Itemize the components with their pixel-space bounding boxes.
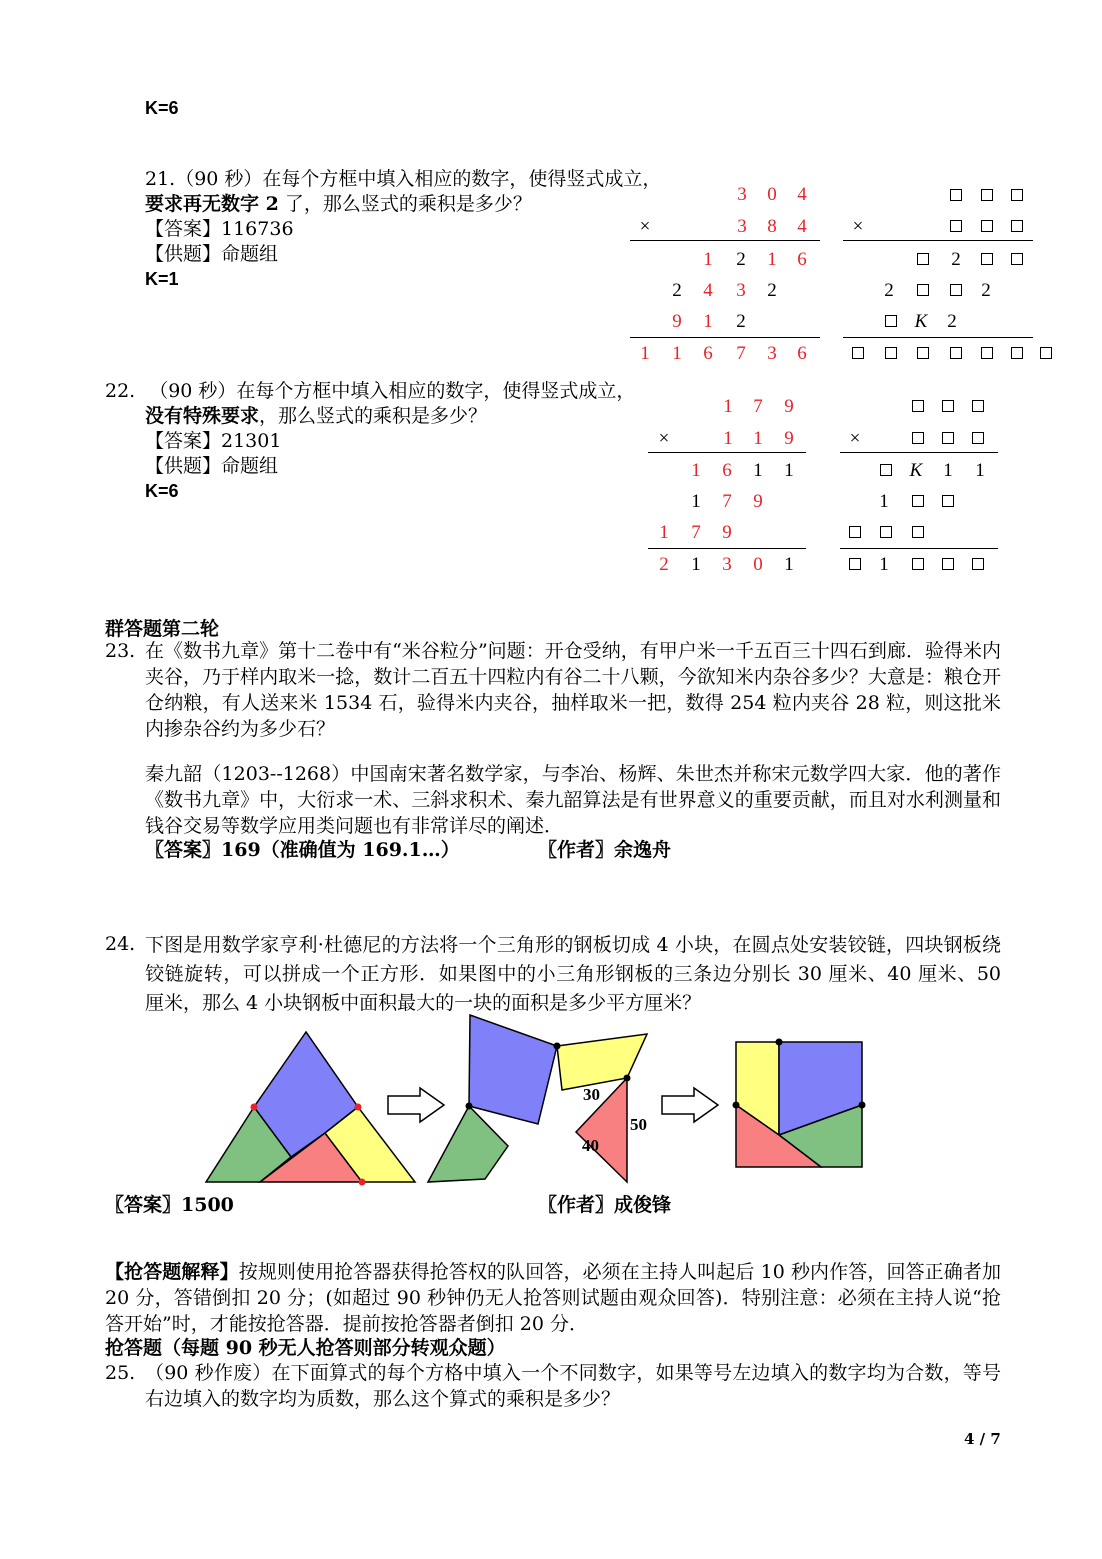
- original-triangle: [206, 1032, 415, 1186]
- digit: 4: [703, 280, 713, 301]
- hinge-dot: [554, 1043, 561, 1050]
- blank-box: [981, 189, 993, 201]
- blank-box: [942, 558, 954, 570]
- hinge-dot: [859, 1102, 866, 1109]
- digit: 1: [672, 343, 682, 364]
- digit: 1: [703, 311, 713, 332]
- digit: 1: [691, 491, 701, 512]
- divider-line: [630, 337, 820, 338]
- q22-text-rest: ，那么竖式的乘积是多少？: [259, 405, 488, 427]
- digit: 6: [703, 343, 713, 364]
- digit: 2: [659, 554, 669, 575]
- hinge-dot: [733, 1102, 740, 1109]
- digit: 1: [943, 460, 953, 481]
- q23-answer: 〖答案〗169（准确值为 169.1…）: [145, 839, 460, 861]
- divider-line: [843, 240, 1033, 241]
- blank-box: [849, 558, 861, 570]
- q23-author: 〖作者〗余逸舟: [538, 839, 672, 861]
- hinge-dot: [359, 1179, 366, 1186]
- blank-box: [972, 558, 984, 570]
- q21-text-rest: 了，那么竖式的乘积是多少？: [278, 193, 532, 215]
- hinge-dot: [466, 1103, 473, 1110]
- rush-explanation: [105, 1259, 1001, 1337]
- digit: 1: [659, 522, 669, 543]
- q21-answer: 【答案】116736: [145, 218, 294, 240]
- blank-box: [912, 495, 924, 507]
- side-label-40: 40: [582, 1136, 599, 1155]
- yellow-piece: [557, 1034, 647, 1090]
- q24-text: 下图是用数学家亨利·杜德尼的方法将一个三角形的钢板切成 4 小块，在圆点处安装铰链，四块钢板绕铰链旋转，可以拼成一个正方形．如果图中的小三角形钢板的三条边分别长 30 厘米、40 厘米、50 厘米，那么 4 小块钢板中面积最大的一块的面积是多少平方厘米？: [145, 934, 1001, 1014]
- digit: 7: [691, 522, 701, 543]
- blank-box: [912, 558, 924, 570]
- digit: 9: [722, 522, 732, 543]
- side-label-30: 30: [583, 1085, 600, 1104]
- times-sign: ×: [658, 428, 670, 449]
- q23-number: 23.: [105, 640, 136, 662]
- page-number: 4 / 7: [964, 1430, 1001, 1448]
- divider-line: [648, 548, 806, 549]
- divider-line: [630, 240, 820, 241]
- k-letter: K: [909, 460, 923, 481]
- digit: 0: [753, 554, 763, 575]
- digit: 1: [784, 460, 794, 481]
- q23-background: 秦九韶（1203--1268）中国南宋著名数学家，与李冶、杨辉、朱世杰并称宋元数学四大家．他的著作《数书九章》中，大衍求一术、三斜求积术、秦九韶算法是有世界意义的重要贡献，而且对水利测量和钱谷交易等数学应用类问题也有非常详尽的阐述．: [145, 763, 1001, 837]
- k-letter: K: [914, 311, 928, 332]
- digit: 3: [737, 184, 747, 205]
- q22-text: （90 秒）在每个方框中填入相应的数字，使得竖式成立，: [149, 380, 636, 402]
- digit: 1: [784, 554, 794, 575]
- rush-explanation-title: 【抢答题解释】: [105, 1261, 239, 1283]
- rush-section-title: 抢答题（每题 90 秒无人抢答则部分转观众题）: [105, 1337, 506, 1359]
- hinge-dot: [776, 1039, 783, 1046]
- hinge-dot: [355, 1104, 362, 1111]
- blank-box: [880, 526, 892, 538]
- digit: 7: [722, 491, 732, 512]
- digit: 2: [736, 249, 746, 270]
- blank-box: [852, 347, 864, 359]
- blue-piece: [469, 1015, 557, 1124]
- digit: 3: [737, 216, 747, 237]
- digit: 6: [797, 249, 807, 270]
- digit: 2: [736, 311, 746, 332]
- blank-box: [917, 253, 929, 265]
- digit: 6: [722, 460, 732, 481]
- q21-line1: [145, 166, 661, 192]
- times-sign: ×: [639, 216, 651, 237]
- blank-box: [912, 400, 924, 412]
- q24-number: 24.: [105, 933, 136, 955]
- digit: 9: [784, 396, 794, 417]
- q22-provider: 【供题】命题组: [145, 455, 279, 477]
- digit: 2: [981, 280, 991, 301]
- hinge-dot: [251, 1104, 258, 1111]
- dudeney-dissection-figure: [0, 1010, 1102, 1190]
- q21-k: K=1: [145, 269, 179, 289]
- digit: 1: [879, 554, 889, 575]
- divider-line: [840, 548, 998, 549]
- blank-box: [1040, 347, 1052, 359]
- digit: 0: [767, 184, 777, 205]
- digit: 1: [691, 460, 701, 481]
- rotating-pieces: [428, 1015, 647, 1182]
- digit: 2: [947, 311, 957, 332]
- blank-box: [972, 432, 984, 444]
- q21-text: （90 秒）在每个方框中填入相应的数字，使得竖式成立，: [175, 168, 662, 190]
- blank-box: [917, 284, 929, 296]
- rush-explanation-text: 按规则使用抢答器获得抢答权的队回答，必须在主持人叫起后 10 秒内作答，回答正确者加 20 分，答错倒扣 20 分；(如超过 90 秒钟仍无人抢答则试题由观众回答)．特别注意：必须在主持人说“抢答开始”时，才能按抢答器．提前按抢答器者倒扣 20 分．: [105, 1261, 1001, 1335]
- q22-line1: [105, 378, 635, 404]
- digit: 8: [767, 216, 777, 237]
- blank-box: [950, 189, 962, 201]
- digit: 3: [722, 554, 732, 575]
- blank-box: [912, 432, 924, 444]
- q22-answer: 【答案】21301: [145, 430, 282, 452]
- digit: 1: [723, 396, 733, 417]
- blank-box: [942, 495, 954, 507]
- digit: 9: [753, 491, 763, 512]
- digit: 3: [767, 343, 777, 364]
- q24-author: 〖作者〗成俊锋: [538, 1194, 672, 1216]
- blank-box: [950, 220, 962, 232]
- digit: 9: [672, 311, 682, 332]
- digit: 2: [884, 280, 894, 301]
- q21-line2: [145, 191, 532, 217]
- hinge-dot: [624, 1075, 631, 1082]
- q21-number: 21.: [145, 168, 176, 190]
- blank-box: [885, 347, 897, 359]
- blank-box: [912, 526, 924, 538]
- blank-box: [849, 526, 861, 538]
- blank-box: [942, 432, 954, 444]
- digit: 1: [723, 428, 733, 449]
- digit: 2: [951, 249, 961, 270]
- digit: 1: [640, 343, 650, 364]
- digit: 7: [736, 343, 746, 364]
- digit: 1: [753, 460, 763, 481]
- digit: 2: [672, 280, 682, 301]
- digit: 4: [797, 216, 807, 237]
- arrow-right-icon: [388, 1088, 444, 1122]
- q25-text: （90 秒作废）在下面算式的每个方格中填入一个不同数字，如果等号左边填入的数字均为合数，等号右边填入的数字均为质数，那么这个算式的乘积是多少？: [145, 1362, 1001, 1410]
- blank-box: [885, 315, 897, 327]
- divider-line: [648, 452, 806, 453]
- digit: 1: [753, 428, 763, 449]
- blank-box: [917, 347, 929, 359]
- q24-answer: 〖答案〗1500: [105, 1194, 234, 1216]
- digit: 3: [736, 280, 746, 301]
- digit: 6: [797, 343, 807, 364]
- digit: 7: [753, 396, 763, 417]
- green-piece: [428, 1106, 508, 1182]
- blank-box: [1011, 347, 1023, 359]
- digit: 1: [975, 460, 985, 481]
- blank-box: [1011, 189, 1023, 201]
- assembled-square: [733, 1039, 866, 1168]
- blank-box: [1011, 253, 1023, 265]
- digit: 2: [767, 280, 777, 301]
- blank-box: [981, 347, 993, 359]
- q22-line2: [145, 403, 487, 429]
- blank-box: [981, 253, 993, 265]
- blank-box: [950, 347, 962, 359]
- blank-box: [950, 284, 962, 296]
- blank-box: [972, 400, 984, 412]
- blank-box: [880, 464, 892, 476]
- side-label-50: 50: [630, 1115, 647, 1134]
- q22-bold-requirement: 没有特殊要求: [145, 405, 260, 427]
- q25-number: 25.: [105, 1362, 136, 1384]
- digit: 4: [797, 184, 807, 205]
- digit: 1: [767, 249, 777, 270]
- digit: 9: [784, 428, 794, 449]
- blank-box: [981, 220, 993, 232]
- q23-text: 在《数书九章》第十二卷中有“米谷粒分”问题：开仓受纳，有甲户米一千五百三十四石到廊．验得米内夹谷，乃于样内取米一捻，数计二百五十四粒内有谷二十八颗，今欲知米内杂谷多少？大意是：粮仓开仓纳粮，有人送来米 1534 石，验得米内夹谷，抽样取米一把，数得 254 粒内夹谷 28 粒，则这批米内掺杂谷约为多少石？: [145, 640, 1001, 740]
- times-sign: ×: [849, 428, 861, 449]
- divider-line: [843, 337, 1033, 338]
- times-sign: ×: [852, 216, 864, 237]
- digit: 1: [703, 249, 713, 270]
- top-k-value: K=6: [145, 98, 179, 118]
- divider-line: [840, 452, 998, 453]
- q22-k: K=6: [145, 481, 179, 501]
- digit: 1: [691, 554, 701, 575]
- arrow-right-icon: [662, 1088, 718, 1122]
- q21-provider: 【供题】命题组: [145, 243, 279, 265]
- blank-box: [1011, 220, 1023, 232]
- blank-box: [942, 400, 954, 412]
- q22-number: 22.: [105, 380, 136, 402]
- section-title-round2: 群答题第二轮: [105, 618, 220, 640]
- q21-bold-requirement: 要求再无数字 2: [145, 193, 279, 215]
- digit: 1: [879, 491, 889, 512]
